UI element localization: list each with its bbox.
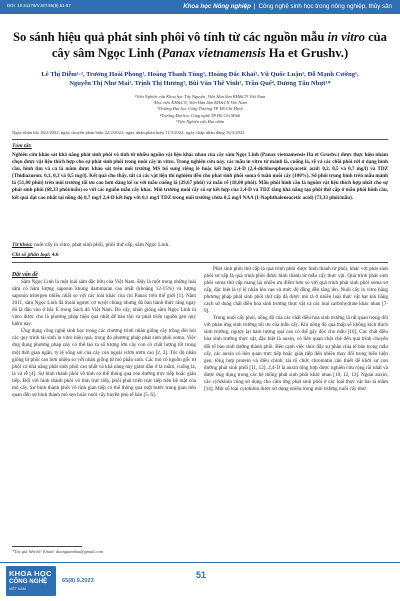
authors-line1: Lê Thị Diễm¹·², Trương Hoài Phong¹, Hoàng Thanh Tùng¹, Hoàng Đắc Khải¹, Vũ Quốc Luận¹, Đỗ Mạnh Cường¹, — [41, 71, 359, 78]
logo-text: CÔNG NGHỆ — [9, 578, 48, 585]
footnote-rule — [12, 546, 82, 547]
paragraph: Sâm Ngọc Linh là một loài sâm đặc hữu của Việt Nam. Đây là một trong những loài sâm có hàm lượng saponin khung dammaran cao nhất (khoảng 12-15%) và lượng saponin triterpen nhiều nhất so với các loài khác của chi Panax trên thế giới [1]. Năm 2011, sâm Ngọc Linh đã thoái ngược cơ tuyệt chủng nhưng đã ban hành thức rằng ngày đó là đầu vào ở bắc E trong Sách đỏ Việt Nam. Do vậy, nhân giống sâm Ngọc Linh in vitro được cho là phương pháp hiệu quả nhất để bảo tồn và phát triển nguồn gen quý hiếm này. — [12, 279, 196, 328]
title-italic1: in vitro — [327, 30, 365, 44]
section-main: Khoa học Nông nghiệp — [183, 2, 251, 10]
paragraph: Ứng dụng công nghệ sinh học trong các chương trình nhân giống cây trồng đòi hỏi các quy trình tái sinh in vitro hiệu quả, trong đó phương pháp phát sinh phôi soma. Việc ứng dụng phương pháp này có thể tạo ra số lượng lớn cây con có chất lượng tốt trong một thời gian ngắn, tỷ lệ sống sót của cây con ngoài vườn ươm cao [2, 3]. Tốc độ nhân giống từ phôi cao hơn nhiều so với nhân giống từ mô phân sinh. Các mô có nguồn gốc từ phôi có khả năng phát sinh phôi cao nhất và khả năng này giảm dần ở lá mầm, cuống lá, lá và rễ [4]. Sự hình thành phôi vô tính có thể thông qua con đường trực tiếp hoặc gián tiếp. Đối với hình thành phôi vô tính trực tiếp, phôi phát triển trực tiếp trên bề mặt của mô cấy. Sự hình thành phôi vô tính gián tiếp có thể thông qua một bước trung gian liên quan đến sự hình thành mô sẹo hoặc nuôi cấy huyền phù tế bào [5, 6]. — [12, 328, 196, 398]
body-column-right — [204, 266, 388, 393]
intro-heading: Đặt vấn đề — [12, 272, 38, 278]
classification-label: Chỉ số phân loại: — [12, 252, 51, 258]
keywords-label: Từ khóa: — [12, 242, 33, 248]
body-column-left — [12, 272, 196, 399]
affiliation: ³Trường Đại học Công Thương TP Hồ Chí Minh — [157, 106, 243, 112]
article-title — [12, 30, 388, 61]
affiliations — [40, 94, 360, 125]
title-part2: của cây sâm Ngọc Linh ( — [51, 30, 387, 60]
page-footer — [0, 562, 400, 601]
logo-text: KHOA HỌC — [9, 569, 52, 578]
abstract-body: Nghiên cứu khảo sát khả năng phát sinh phôi vô tính từ nhiều nguồn vật liệu khác nhau của cây sâm Ngọc Linh (Panax vietnamensis Ha et Grushv.) được thực hiện nhằm chọn được vật liệu thích hợp cho sự phát sinh phôi trong nuôi cấy in vitro. Trong nghiên cứu này, các mẫu in vitro từ mảnh lá, cuống lá, rễ và các chồi phôi rời ở dạng hình cầu, hình tim và cả lá mầm được khảo sát trên môi trường MS bổ sung riêng lẻ hoặc kết hợp 2,4-D (2,4-dichlorophenoxyacetic acid: 0,2, 0,5 và 0,7 mg/l) và TDZ (Thidiazuron: 0,1, 0,3 và 0,5 mg/l). Kết quả cho thấy, tất cả các vật liệu thí nghiệm đều cho phát sinh phôi soma 6 tuần nuôi cấy (100%). Số phôi trung bình trên mẫu mảnh lá (51,00 phôi) trên môi trường tối ưu cao hơn đáng kể so với mẫu cuống lá (29,67 phôi) và mẫu rễ (18,00 phôi). Mẫu phôi hình cầu là nguồn vật liệu thích hợp nhất cho sự phát sinh phôi (68,33 phôi/mẫu) so với các nguồn mẫu cấy khác. Môi trường nuôi cấy có sự kết hợp của 2,4-D và TDZ tăng khả năng tạo phôi thứ cấp ở mẫu phôi hình cầu, kết quả đạt cao nhất tại nồng độ 0,7 mg/l 2,4-D kết hợp với 0,1 mg/l TDZ trong môi trường chứa 0,5 mg/l NAA (1-Naphthaleneacetic acid) (73,33 phôi/mẫu). — [12, 152, 388, 201]
doi-label[interactable]: DOI: 10.31276/VJST.65(8).51-57 — [7, 3, 71, 8]
title-part1: So sánh hiệu quả phát sinh phôi vô tính từ các nguồn mẫu — [13, 30, 328, 44]
classification — [12, 252, 59, 258]
title-part3: Ha et Grushv.) — [265, 45, 349, 60]
affiliation: ⁵Viện Nghiên cứu Hạt nhân — [175, 118, 225, 124]
issue-label: 65(8) 9.2023 — [62, 578, 94, 584]
keywords — [12, 242, 388, 248]
page-number: 51 — [196, 570, 207, 580]
logo-text: VIỆT NAM — [9, 587, 26, 591]
section-sub: Công nghệ sinh học trong nông nghiệp, thủy sản — [258, 2, 392, 10]
divider — [12, 139, 388, 140]
affiliation: ⁴Trường Đại học Công nghệ TP Hồ Chí Minh — [159, 112, 241, 118]
divider — [12, 262, 388, 263]
abstract-heading: Tóm tắt: — [12, 143, 32, 149]
section-header — [183, 3, 392, 10]
classification-value: 4.6 — [50, 252, 59, 258]
affiliation: ¹Viện Nghiên cứu Khoa học Tây Nguyên, Viện Hàn lâm KH&CN Việt Nam — [134, 94, 266, 99]
keywords-value: nuôi cấy in vitro, phát sinh phôi, phôi thứ cấp, sâm Ngọc Linh. — [32, 242, 170, 248]
paragraph: Phát sinh phôi thứ cấp là quá trình phôi được hình thành từ phôi, khác với phát sinh phôi sơ cấp là quá trình phôi được hình thành từ mẫu cấy thực vật. Quá trình phát sinh phôi soma thứ cấp mang lại nhiều ưu điểm hơn so với quá trình phát sinh phôi soma sơ cấp, đặc biệt là tỷ lệ nhân lên cao và mức độ đồng đều tăng lên. Nuôi cấy in vitro bằng phương pháp phát sinh phôi thứ cấp đã được mô tả ở nhiều loài thực vật hạt kín bằng cách sử dụng chất điều hoà sinh trưởng thực vật và các loại carbohydrate khác nhau [7-9]. — [204, 266, 388, 315]
authors-line2: Nguyễn Thị Như Mai¹, Trịnh Thị Hương¹, Bùi Văn Thế Vinh³, Trần Quế⁴, Dương Tấn Nhựt¹* — [69, 80, 331, 87]
paragraph: Trong nuôi cấy phôi, nồng độ của các chất điều hòa sinh trưởng là rất quan trọng đối với phản ứng sinh trưởng tối ưu của mẫu cấy. Khi nồng độ quá thấp sẽ không kích thích sinh trưởng, ngược lại hàm lượng quá cao có thể gây độc cho mẫu [10]. Các chất điều hòa sinh trưởng thực vật, đặc biệt là auxin, có liên quan chặt chẽ đến quá trình chuyển đổi tế bào sinh dưỡng thành phôi. Bên cạnh việc thúc đẩy sự phân chia tế bào trong mẫu cấy, các auxin có liên quan trực tiếp hoặc gián tiếp đến nhiều thay đổi trong biểu hiện gen, tổng hợp protein và điều chỉnh, tái tổ chức chromatin cần thiết để khởi sự con đường phát sinh phôi [11, 12]. 2,4-D là auxin tổng hợp được nghiên cứu rộng rãi nhất và được ứng dụng trong các hệ thống phát sinh phôi khác nhau [10, 12, 13]. Ngoài auxin, các cytokinin cũng sử dụng cho cảm ứng phát sinh phôi ở các loài thực vật hai lá mầm [14]. Một số loại cytokinin được sử dụng nhiều trong môi trường nuôi cấy như — [204, 315, 388, 392]
corresponding-author-note: *Tác giả liên hệ: Email: duongtannhut@gmail.com — [12, 549, 103, 554]
title-italic2: Panax vietnamensis — [161, 45, 266, 60]
section-separator: | — [253, 2, 256, 10]
article-dates: Ngày nhận bài 18/2/2022; ngày chuyển phản biện 22/2/2022; ngày nhận phản biện 11/3/2022; ngày chấp nhận đăng 16/3/2022 — [12, 130, 245, 135]
author-list — [20, 70, 380, 88]
affiliation: ²Học viện KH&CN, Viện Hàn lâm KH&CN Việt Nam — [153, 100, 247, 106]
